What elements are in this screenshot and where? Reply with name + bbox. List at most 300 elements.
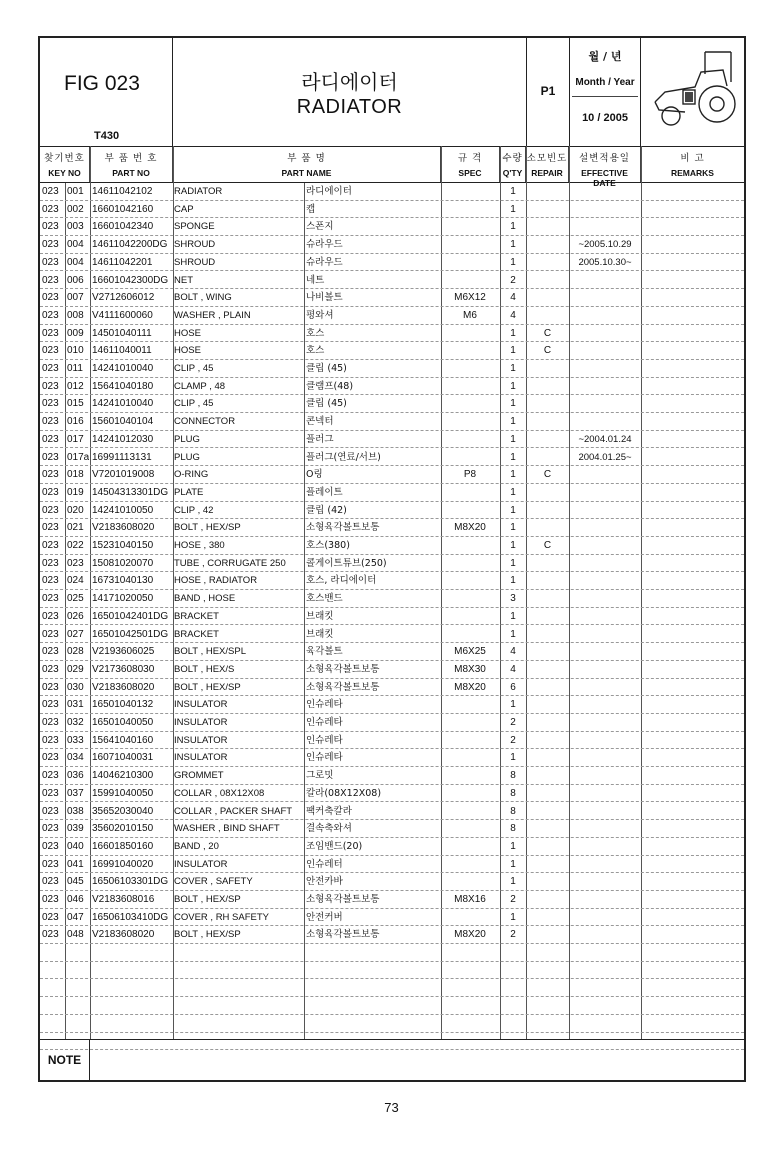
effective-date-cell — [569, 272, 641, 289]
effective-date-cell — [569, 643, 641, 660]
key-number-cell: 028 — [67, 646, 84, 658]
part-name-korean-cell: 결속축와셔 — [306, 823, 352, 835]
effective-date-cell — [569, 732, 641, 749]
part-name-cell: BRACKET — [174, 628, 219, 640]
effective-date-cell — [569, 909, 641, 926]
repair-frequency-cell — [526, 608, 569, 625]
spec-cell — [441, 183, 499, 200]
part-number-cell: 15991040050 — [92, 787, 154, 799]
part-name-korean-cell: 플러그 — [306, 433, 334, 445]
effective-date-cell — [569, 767, 641, 784]
key-number-cell: 024 — [67, 575, 84, 587]
effective-date-cell — [569, 395, 641, 412]
column-header-repair: 소모빈도 REPAIR — [526, 147, 569, 182]
table-row — [40, 236, 744, 254]
part-number-cell: 14611040011 — [92, 345, 152, 357]
part-name-korean-cell: 클램프(48) — [306, 380, 354, 392]
effective-date-cell: ~2004.01.24 — [578, 433, 632, 445]
repair-frequency-cell — [526, 785, 569, 802]
effective-date-cell — [569, 325, 641, 342]
part-name-cell: CONNECTOR — [174, 416, 236, 428]
spec-cell: M8X20 — [454, 681, 486, 693]
repair-frequency-cell — [526, 289, 569, 306]
spec-cell — [441, 449, 499, 466]
repair-frequency-cell — [526, 767, 569, 784]
repair-frequency-cell — [526, 519, 569, 536]
key-number-cell: 032 — [67, 717, 84, 728]
part-number-cell: 15231040150 — [92, 540, 154, 551]
part-name-korean-cell: 플레이트 — [306, 486, 343, 498]
repair-frequency-cell — [526, 909, 569, 926]
fig-number-cell: 023 — [42, 486, 59, 498]
repair-frequency-cell: C — [543, 327, 552, 339]
spec-cell — [441, 626, 499, 643]
part-name-cell: SHROUD — [174, 239, 216, 251]
spec-cell — [441, 696, 499, 713]
fig-number-cell: 023 — [42, 610, 59, 622]
fig-number-cell: 023 — [42, 256, 59, 268]
part-name-cell: NET — [174, 274, 193, 286]
column-header-spec: 규 격 SPEC — [441, 147, 500, 182]
part-name-korean-cell: 호스(380) — [306, 540, 350, 551]
part-name-korean-cell: 호스 — [306, 327, 325, 339]
part-number-cell: 16601850160 — [92, 840, 154, 852]
quantity-cell: 1 — [510, 380, 516, 392]
part-name-cell: HOSE , RADIATOR — [174, 575, 258, 587]
key-number-cell: 002 — [67, 203, 84, 215]
effective-date-cell — [569, 820, 641, 837]
effective-date-cell — [569, 803, 641, 820]
effective-date-cell — [569, 307, 641, 324]
part-name-korean-cell: 소형육각볼트보통 — [306, 929, 380, 941]
repair-frequency-cell — [526, 360, 569, 377]
spec-cell — [441, 785, 499, 802]
empty-table-row — [40, 980, 744, 998]
repair-frequency-cell — [526, 449, 569, 466]
quantity-cell: 1 — [510, 363, 516, 374]
empty-table-row — [40, 1015, 744, 1033]
key-number-cell: 020 — [67, 504, 84, 516]
page-number: 73 — [384, 1100, 399, 1115]
fig-number-cell: 023 — [42, 663, 59, 675]
part-number-cell: 14171020050 — [92, 593, 154, 605]
effective-date-cell — [569, 626, 641, 643]
fig-number-cell: 023 — [42, 327, 59, 339]
part-name-korean-cell: 플러그(연료/서브) — [306, 451, 381, 463]
date-value: 10 / 2005 — [582, 112, 628, 124]
figure-cell — [40, 38, 173, 146]
quantity-cell: 4 — [510, 663, 516, 675]
table-row — [40, 909, 744, 927]
key-number-cell: 039 — [67, 823, 84, 835]
quantity-cell: 2 — [510, 894, 516, 905]
table-row — [40, 431, 744, 449]
part-number-cell: 14241010050 — [92, 504, 154, 516]
key-number-cell: 023 — [67, 557, 84, 569]
table-row — [40, 714, 744, 732]
fig-number-cell: 023 — [42, 646, 59, 658]
part-number-cell: 16991040020 — [92, 858, 154, 870]
effective-date-cell: 2004.01.25~ — [578, 451, 632, 463]
spec-cell — [441, 803, 499, 820]
part-number-cell: 14241010040 — [92, 363, 154, 374]
part-name-korean-cell: 칼라(08X12X08) — [306, 787, 382, 799]
part-name-cell: BAND , HOSE — [174, 593, 236, 605]
part-name-cell: BAND , 20 — [174, 840, 219, 852]
spec-cell — [441, 909, 499, 926]
spec-cell — [441, 360, 499, 377]
effective-date-cell — [569, 183, 641, 200]
part-name-cell: WASHER , PLAIN — [174, 309, 251, 321]
spec-cell — [441, 555, 499, 572]
quantity-cell: 1 — [510, 752, 516, 764]
date-label-korean: 월 / 년 — [588, 50, 622, 63]
fig-number-cell: 023 — [42, 787, 59, 799]
fig-number-cell: 023 — [42, 575, 59, 587]
fig-number-cell: 023 — [42, 540, 59, 551]
key-number-cell: 001 — [67, 186, 84, 197]
effective-date-cell — [569, 413, 641, 430]
quantity-cell: 1 — [510, 203, 516, 215]
effective-date-cell — [569, 360, 641, 377]
quantity-cell: 3 — [510, 593, 516, 605]
table-row — [40, 926, 744, 944]
empty-table-row — [40, 962, 744, 980]
fig-number-cell: 023 — [42, 840, 59, 852]
part-name-korean-cell: 콜게이트튜브(250) — [306, 557, 387, 569]
quantity-cell: 1 — [510, 451, 516, 463]
table-row — [40, 395, 744, 413]
part-name-korean-cell: 그로밋 — [306, 770, 334, 782]
key-number-cell: 004 — [67, 239, 84, 251]
key-number-cell: 008 — [67, 309, 84, 321]
quantity-cell: 1 — [510, 858, 516, 870]
table-row — [40, 307, 744, 325]
column-header-part-name: 부 품 명 PART NAME — [173, 147, 441, 182]
part-name-cell: BOLT , HEX/SPL — [174, 646, 246, 658]
fig-number-cell: 023 — [42, 734, 59, 746]
part-number-cell: 16501042501DG — [92, 628, 169, 640]
spec-cell — [441, 749, 499, 766]
table-row — [40, 484, 744, 502]
part-name-cell: PLUG — [174, 433, 200, 445]
table-row — [40, 626, 744, 644]
part-name-korean-cell: 나비볼트 — [306, 292, 343, 304]
spec-cell — [441, 254, 499, 271]
fig-number-cell: 023 — [42, 557, 59, 569]
table-row — [40, 555, 744, 573]
column-header-key-no: 찾기번호 KEY NO — [40, 147, 90, 182]
part-number-cell: V2183608020 — [92, 681, 155, 693]
fig-number-cell: 023 — [42, 858, 59, 870]
repair-frequency-cell — [526, 590, 569, 607]
page-code: P1 — [540, 84, 556, 98]
part-name-korean-cell: 슈라우드 — [306, 256, 343, 268]
spec-cell — [441, 395, 499, 412]
repair-frequency-cell — [526, 696, 569, 713]
part-name-cell: PLUG — [174, 451, 200, 463]
quantity-cell: 4 — [510, 309, 516, 321]
effective-date-cell — [569, 714, 641, 731]
key-number-cell: 040 — [67, 840, 84, 852]
effective-date-cell — [569, 519, 641, 536]
spec-cell — [441, 590, 499, 607]
part-name-cell: COVER , SAFETY — [174, 876, 253, 888]
fig-number-cell: 023 — [42, 681, 59, 693]
quantity-cell: 2 — [510, 929, 516, 941]
table-row — [40, 856, 744, 874]
spec-cell — [441, 342, 499, 359]
part-number-cell: 16731040130 — [92, 575, 154, 587]
fig-number-cell: 023 — [42, 221, 59, 233]
key-number-cell: 009 — [67, 327, 84, 339]
part-name-cell: INSULATOR — [174, 858, 228, 870]
date-label-english: Month / Year — [575, 77, 635, 88]
quantity-cell: 1 — [510, 221, 516, 233]
key-number-cell: 038 — [67, 805, 84, 817]
spec-cell — [441, 201, 499, 218]
table-row — [40, 201, 744, 219]
column-header-qty: 수량 Q'TY — [500, 147, 526, 182]
spec-cell — [441, 714, 499, 731]
effective-date-cell — [569, 696, 641, 713]
repair-frequency-cell — [526, 183, 569, 200]
part-number-cell: 16501042401DG — [92, 610, 169, 622]
effective-date-cell — [569, 891, 641, 908]
effective-date-cell — [569, 342, 641, 359]
effective-date-cell — [569, 661, 641, 678]
fig-number-cell: 023 — [42, 823, 59, 835]
effective-date-cell — [569, 856, 641, 873]
column-header-remarks: 비 고 REMARKS — [671, 153, 714, 178]
spec-cell — [441, 502, 499, 519]
date-cell — [570, 38, 641, 146]
quantity-cell: 1 — [510, 469, 516, 481]
key-number-cell: 019 — [67, 486, 84, 498]
table-row — [40, 342, 744, 360]
part-name-cell: BOLT , HEX/SP — [174, 522, 241, 534]
quantity-cell: 8 — [510, 770, 516, 782]
quantity-cell: 1 — [510, 327, 516, 339]
title-cell — [173, 38, 527, 146]
repair-frequency-cell — [526, 873, 569, 890]
part-name-korean-cell: 네트 — [306, 274, 325, 286]
quantity-cell: 1 — [510, 840, 516, 852]
part-number-cell: V2712606012 — [92, 292, 155, 304]
tractor-image-cell — [641, 38, 746, 146]
empty-table-row — [40, 997, 744, 1015]
quantity-cell: 4 — [510, 292, 516, 304]
part-name-korean-cell: 클립 (45) — [306, 363, 347, 374]
part-name-cell: CLIP , 45 — [174, 363, 214, 374]
part-name-cell: COLLAR , PACKER SHAFT — [174, 805, 293, 817]
repair-frequency-cell — [526, 679, 569, 696]
table-row — [40, 661, 744, 679]
effective-date-cell — [569, 572, 641, 589]
effective-date-cell — [569, 555, 641, 572]
table-row — [40, 449, 744, 467]
key-number-cell: 034 — [67, 752, 84, 764]
fig-number-cell: 023 — [42, 894, 59, 905]
fig-number-cell: 023 — [42, 699, 59, 711]
figure-number: FIG 023 — [64, 72, 140, 95]
spec-cell: M8X16 — [454, 894, 486, 905]
repair-frequency-cell — [526, 307, 569, 324]
spec-cell — [441, 378, 499, 395]
part-number-cell: 16501040132 — [92, 699, 154, 711]
part-name-cell: BOLT , WING — [174, 292, 232, 304]
part-number-cell: V7201019008 — [92, 469, 155, 481]
quantity-cell: 2 — [510, 717, 516, 728]
fig-number-cell: 023 — [42, 717, 59, 728]
repair-frequency-cell — [526, 856, 569, 873]
effective-date-cell — [569, 484, 641, 501]
effective-date-cell: ~2005.10.29 — [578, 239, 632, 251]
table-row — [40, 325, 744, 343]
repair-frequency-cell: C — [543, 345, 552, 357]
part-number-cell: V2173608030 — [92, 663, 155, 675]
table-row — [40, 838, 744, 856]
fig-number-cell: 023 — [42, 398, 59, 410]
table-row — [40, 891, 744, 909]
part-number-cell: V4111600060 — [92, 309, 153, 321]
key-number-cell: 041 — [67, 858, 84, 870]
fig-number-cell: 023 — [42, 416, 59, 428]
part-name-korean-cell: 라디에이터 — [306, 186, 352, 197]
key-number-cell: 012 — [67, 380, 84, 392]
part-name-cell: INSULATOR — [174, 734, 228, 746]
part-name-korean-cell: 조임밴드(20) — [306, 840, 363, 852]
quantity-cell: 2 — [510, 734, 516, 746]
quantity-cell: 1 — [510, 610, 516, 622]
table-row — [40, 679, 744, 697]
key-number-cell: 017 — [67, 433, 84, 445]
title-english: RADIATOR — [296, 96, 403, 118]
part-name-cell: BOLT , HEX/SP — [174, 681, 241, 693]
fig-number-cell: 023 — [42, 451, 59, 463]
part-number-cell: V2183608016 — [92, 894, 155, 905]
table-row — [40, 696, 744, 714]
part-name-cell: BRACKET — [174, 610, 219, 622]
fig-number-cell: 023 — [42, 522, 59, 534]
part-name-korean-cell: O링 — [306, 469, 323, 481]
spec-cell — [441, 236, 499, 253]
key-number-cell: 046 — [67, 894, 84, 905]
part-number-cell: 14611042201 — [92, 256, 153, 268]
table-row — [40, 360, 744, 378]
fig-number-cell: 023 — [42, 752, 59, 764]
part-name-cell: INSULATOR — [174, 699, 228, 711]
repair-frequency-cell: C — [543, 469, 552, 481]
fig-number-cell: 023 — [42, 929, 59, 941]
repair-frequency-cell — [526, 661, 569, 678]
repair-frequency-cell — [526, 803, 569, 820]
key-number-cell: 033 — [67, 734, 84, 746]
repair-frequency-cell — [526, 484, 569, 501]
spec-cell — [441, 873, 499, 890]
part-name-cell: INSULATOR — [174, 717, 228, 728]
part-name-cell: TUBE , CORRUGATE 250 — [174, 557, 286, 569]
part-number-cell: 14241012030 — [92, 433, 154, 445]
table-row — [40, 749, 744, 767]
table-row — [40, 590, 744, 608]
spec-cell — [441, 218, 499, 235]
part-number-cell: 15641040160 — [92, 734, 154, 746]
repair-frequency-cell — [526, 926, 569, 943]
part-number-cell: 14241010040 — [92, 398, 154, 410]
part-name-korean-cell: 인슈레타 — [306, 699, 343, 711]
quantity-cell: 1 — [510, 628, 516, 640]
quantity-cell: 8 — [510, 787, 516, 799]
part-name-korean-cell: 캡 — [306, 203, 316, 215]
key-number-cell: 037 — [67, 787, 84, 799]
quantity-cell: 4 — [510, 646, 516, 658]
parts-list-frame — [38, 36, 746, 1082]
table-row — [40, 537, 744, 555]
part-number-cell: 16601042340 — [92, 221, 154, 233]
fig-number-cell: 023 — [42, 363, 59, 374]
note-section — [40, 1039, 744, 1080]
effective-date-cell — [569, 590, 641, 607]
effective-date-cell — [569, 608, 641, 625]
part-number-cell: 16501040050 — [92, 717, 154, 728]
table-row — [40, 785, 744, 803]
effective-date-cell — [569, 289, 641, 306]
repair-frequency-cell — [526, 254, 569, 271]
quantity-cell: 1 — [510, 256, 516, 268]
quantity-cell: 1 — [510, 522, 516, 534]
key-number-cell: 031 — [67, 699, 84, 711]
quantity-cell: 6 — [510, 681, 516, 693]
table-row — [40, 608, 744, 626]
repair-frequency-cell — [526, 218, 569, 235]
part-name-korean-cell: 호스 — [306, 345, 325, 357]
table-row — [40, 413, 744, 431]
title-korean: 라디에이터 — [301, 70, 398, 94]
part-name-cell: CLAMP , 48 — [174, 380, 226, 392]
fig-number-cell: 023 — [42, 309, 59, 321]
quantity-cell: 1 — [510, 345, 516, 357]
part-name-korean-cell: 소형육각볼트보통 — [306, 522, 380, 534]
part-name-cell: HOSE , 380 — [174, 540, 225, 551]
spec-cell — [441, 608, 499, 625]
part-name-korean-cell: 클립 (42) — [306, 504, 347, 516]
part-number-cell: 16506103410DG — [92, 911, 169, 923]
part-name-cell: COLLAR , 08X12X08 — [174, 787, 265, 799]
part-name-korean-cell: 스폰지 — [306, 221, 334, 233]
part-number-cell: 15601040104 — [92, 416, 154, 428]
fig-number-cell: 023 — [42, 433, 59, 445]
key-number-cell: 047 — [67, 911, 84, 923]
quantity-cell: 1 — [510, 699, 516, 711]
part-name-cell: SHROUD — [174, 256, 216, 268]
part-name-cell: CAP — [174, 203, 194, 215]
part-name-korean-cell: 호스밴드 — [306, 593, 343, 605]
spec-cell — [441, 572, 499, 589]
spec-cell: M8X20 — [454, 929, 486, 941]
part-name-cell: GROMMET — [174, 770, 224, 782]
spec-cell — [441, 820, 499, 837]
part-name-cell: SPONGE — [174, 221, 215, 233]
part-number-cell: 16991113131 — [92, 451, 152, 463]
effective-date-cell — [569, 838, 641, 855]
key-number-cell: 004 — [67, 256, 84, 268]
repair-frequency-cell — [526, 272, 569, 289]
part-number-cell: 35652030040 — [92, 805, 154, 817]
key-number-cell: 016 — [67, 416, 84, 428]
effective-date-cell — [569, 679, 641, 696]
spec-cell — [441, 537, 499, 554]
